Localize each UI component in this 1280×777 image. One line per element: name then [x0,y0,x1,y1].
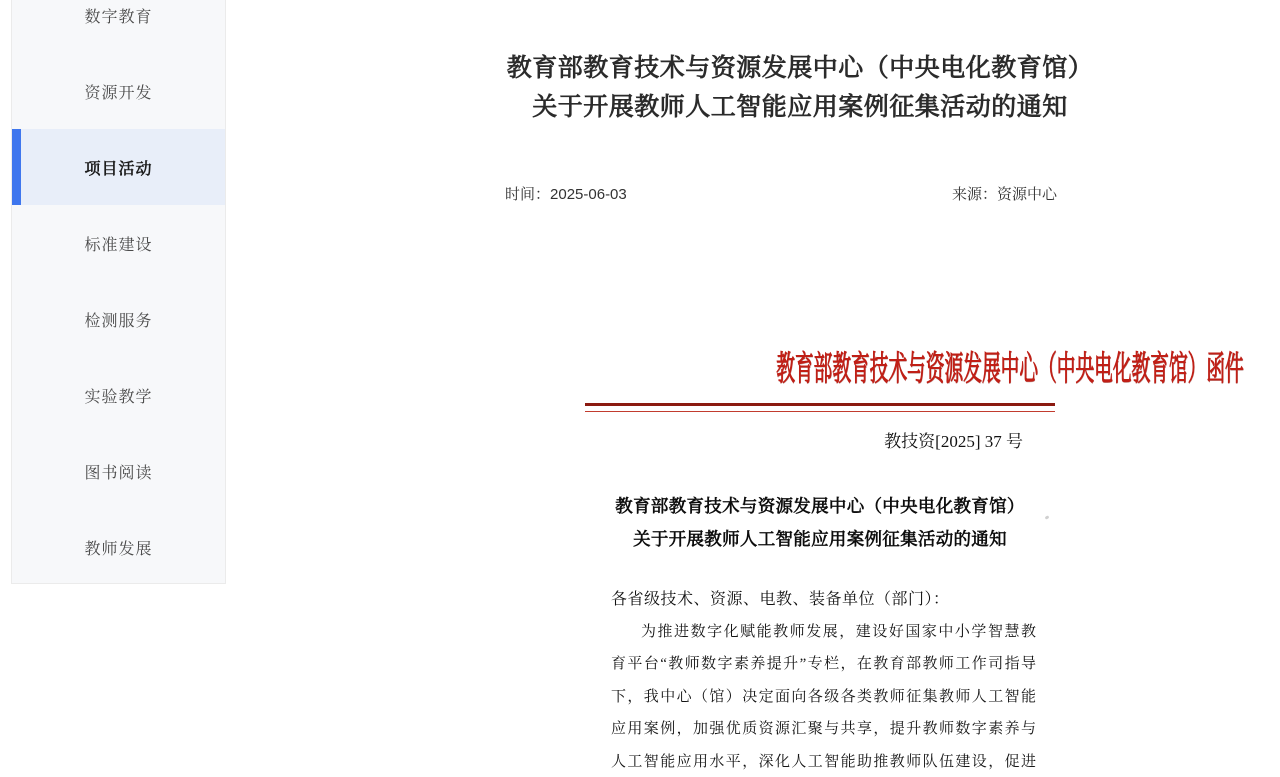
red-divider-rule [585,403,1055,412]
document-number: 教技资[2025] 37 号 [884,432,1023,451]
sidebar-item-digital-education[interactable] [12,0,225,53]
sidebar-item-label: 标准建设 [84,236,153,254]
sidebar-item-experimental-teaching[interactable] [12,357,225,433]
sidebar-item-label: 数字教育 [84,8,153,26]
sidebar-item-teacher-development[interactable] [12,509,225,585]
document-title-line1: 教育部教育技术与资源发展中心（中央电化教育馆） [615,496,1025,516]
article-title [390,49,1210,127]
document-body [611,616,1036,777]
document-title-line2: 关于开展教师人工智能应用案例征集活动的通知 [633,529,1007,549]
document-scan [585,340,1244,777]
sidebar-item-label: 图书阅读 [84,464,153,482]
document-title [585,490,1055,556]
document-letterhead [585,348,1244,392]
article-time [505,183,627,204]
document-body-line: 为推进数字化赋能教师发展，建设好国家中小学智慧教 [641,624,1036,640]
sidebar-item-resource-development[interactable] [12,53,225,129]
document-body-line: 应用案例，加强优质资源汇聚与共享，提升教师数字素养与 [611,721,1036,738]
article-meta [505,183,1057,204]
document-body-line: 育平台“教师数字素养提升”专栏，在教育部教师工作司指导 [611,656,1036,673]
active-indicator-bar [12,129,21,205]
sidebar-item-book-reading[interactable] [12,433,225,509]
time-label: 时间： [505,186,551,203]
document-body-line: 下，我中心（馆）决定面向各级各类教师征集教师人工智能 [611,688,1036,705]
article-title-line1: 教育部教育技术与资源发展中心（中央电化教育馆） [506,54,1094,82]
sidebar-item-label: 项目活动 [84,160,153,178]
sidebar-item-label: 资源开发 [84,84,153,102]
document-body-line: 人工智能应用水平，深化人工智能助推教师队伍建设，促进 [611,753,1036,770]
sidebar-item-label: 实验教学 [84,388,153,406]
article-source [952,183,1057,204]
article-title-line2: 关于开展教师人工智能应用案例征集活动的通知 [532,93,1068,121]
sidebar-item-label: 教师发展 [84,540,153,558]
sidebar-item-testing-services[interactable] [12,281,225,357]
document-salutation: 各省级技术、资源、电教、装备单位（部门）： [611,591,950,608]
time-value: 2025-06-03 [550,186,627,203]
source-value: 资源中心 [996,186,1057,203]
sidebar-item-label: 检测服务 [84,312,153,330]
sidebar-item-project-activities[interactable] [12,129,225,205]
document-letterhead-text: 教育部教育技术与资源发展中心（中央电化教育馆）函件 [776,351,1244,388]
source-label: 来源： [951,186,997,203]
sidebar-nav [11,0,226,584]
sidebar-item-standards-construction[interactable] [12,205,225,281]
